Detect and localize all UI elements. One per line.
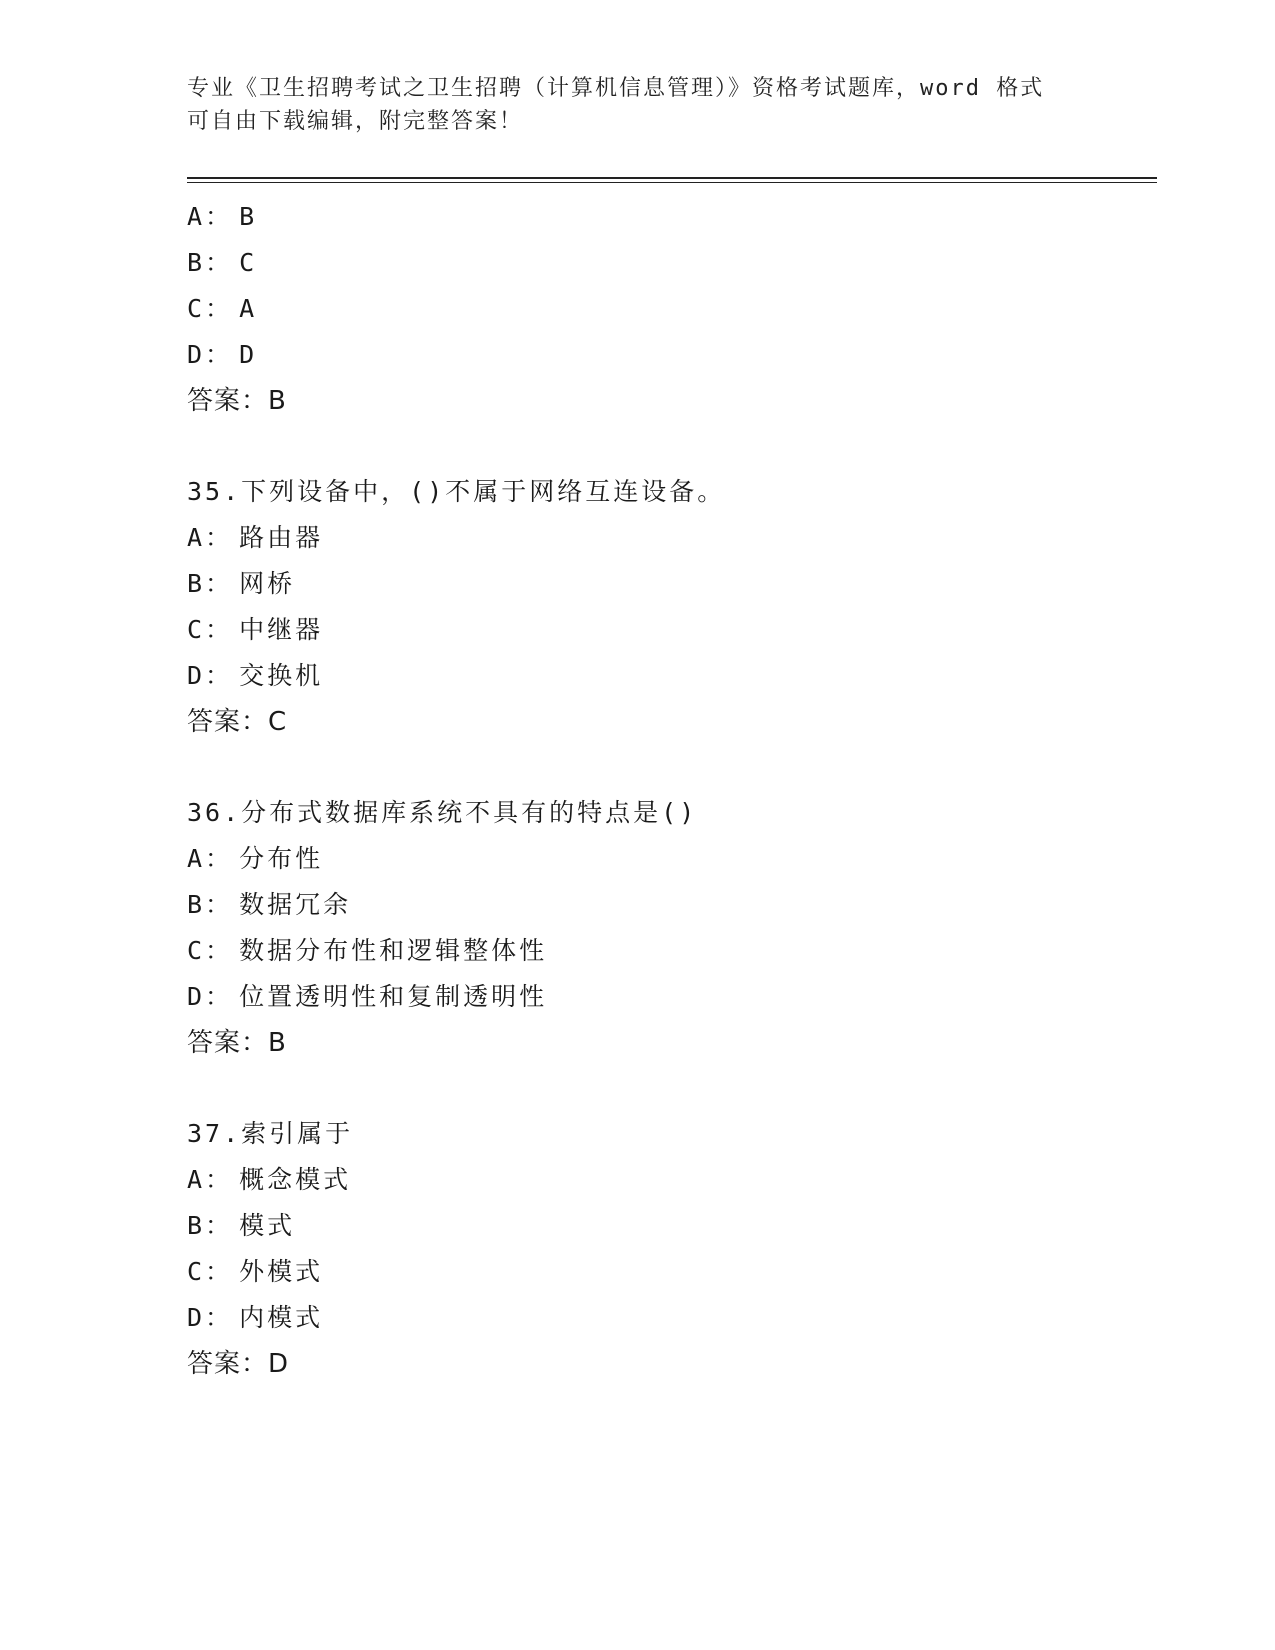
answer-line: 答案：B [187, 1028, 287, 1058]
option-text: 概念模式 [239, 1165, 352, 1194]
option-a [187, 836, 1157, 882]
question-stem: 35.下列设备中，()不属于网络互连设备。 [187, 477, 726, 506]
option-a [187, 194, 1157, 240]
option-text: A [239, 294, 258, 323]
option-key: B： [187, 1211, 234, 1240]
option-b [187, 561, 1157, 607]
option-key: B： [187, 890, 234, 919]
option-text: 位置透明性和复制透明性 [239, 982, 548, 1011]
option-d [187, 974, 1157, 1020]
option-key: C： [187, 294, 234, 323]
option-text: 数据分布性和逻辑整体性 [239, 936, 548, 965]
answer-line: 答案：C [187, 707, 288, 737]
answer-line: 答案：B [187, 386, 287, 416]
question-stem: 37.索引属于 [187, 1119, 354, 1148]
question-list [187, 194, 1157, 1387]
header-divider-thin [187, 182, 1157, 183]
option-text: 内模式 [239, 1303, 324, 1332]
option-d [187, 653, 1157, 699]
option-text: 路由器 [239, 523, 324, 552]
option-b [187, 1203, 1157, 1249]
header-line-1: 专业《卫生招聘考试之卫生招聘（计算机信息管理）》资格考试题库，word 格式 [187, 76, 1045, 101]
option-a [187, 1157, 1157, 1203]
spacer [187, 424, 1157, 469]
option-c [187, 1249, 1157, 1295]
option-b [187, 240, 1157, 286]
option-c [187, 286, 1157, 332]
option-c [187, 607, 1157, 653]
option-d [187, 332, 1157, 378]
option-key: C： [187, 1257, 234, 1286]
question-block-continued [187, 194, 1157, 424]
option-key: D： [187, 340, 234, 369]
document-header [187, 72, 1087, 138]
option-text: C [239, 248, 258, 277]
question-block-37 [187, 1111, 1157, 1387]
header-line-2: 可自由下载编辑，附完整答案！ [187, 109, 524, 134]
option-c [187, 928, 1157, 974]
option-b [187, 882, 1157, 928]
question-block-36 [187, 790, 1157, 1066]
answer-line: 答案：D [187, 1349, 290, 1379]
option-d [187, 1295, 1157, 1341]
option-key: A： [187, 844, 234, 873]
option-a [187, 515, 1157, 561]
option-key: C： [187, 615, 234, 644]
option-key: D： [187, 661, 234, 690]
header-divider-thick [187, 177, 1157, 179]
option-key: A： [187, 1165, 234, 1194]
option-text: B [239, 202, 258, 231]
option-key: D： [187, 1303, 234, 1332]
option-key: D： [187, 982, 234, 1011]
option-text: D [239, 340, 258, 369]
question-block-35 [187, 469, 1157, 745]
option-text: 外模式 [239, 1257, 324, 1286]
option-text: 分布性 [239, 844, 324, 873]
option-text: 网桥 [239, 569, 296, 598]
option-key: A： [187, 523, 234, 552]
spacer [187, 1066, 1157, 1111]
option-key: C： [187, 936, 234, 965]
option-text: 中继器 [239, 615, 324, 644]
spacer [187, 745, 1157, 790]
option-text: 数据冗余 [239, 890, 352, 919]
option-key: A： [187, 202, 234, 231]
option-key: B： [187, 248, 234, 277]
question-stem: 36.分布式数据库系统不具有的特点是() [187, 798, 698, 827]
option-text: 模式 [239, 1211, 296, 1240]
option-key: B： [187, 569, 234, 598]
option-text: 交换机 [239, 661, 324, 690]
